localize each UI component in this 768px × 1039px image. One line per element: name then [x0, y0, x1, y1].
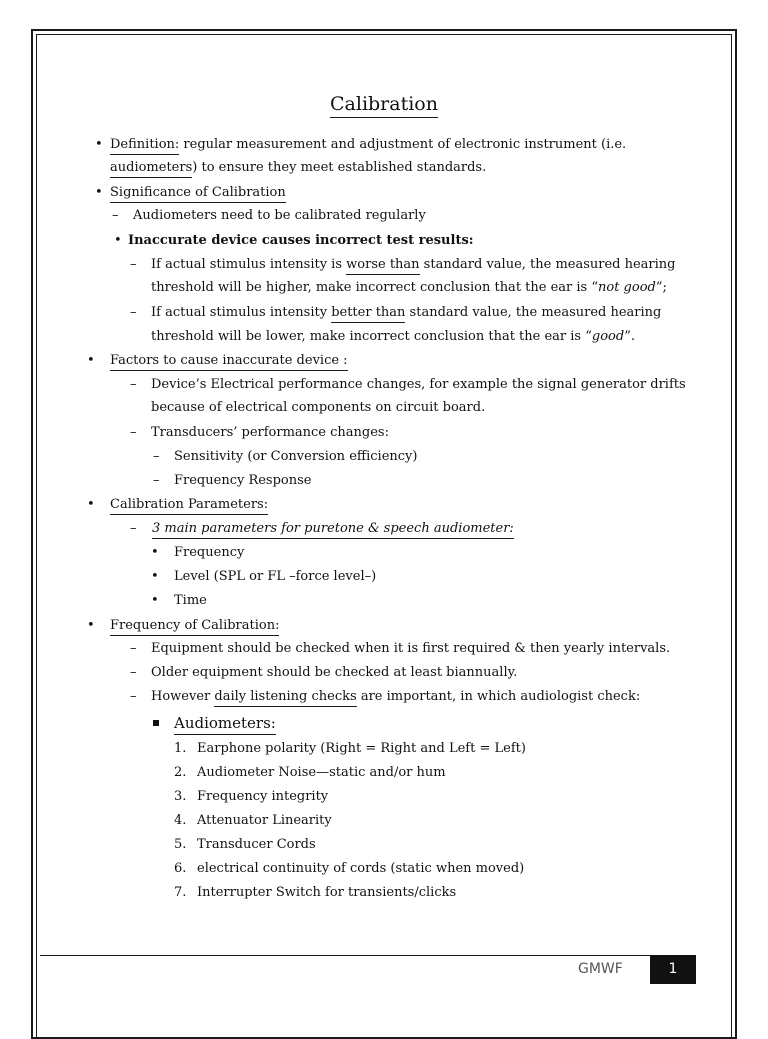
bullet-glyph: • — [151, 593, 159, 608]
frequency-item-3: However daily listening checks are important, in which audiologist check: — [151, 689, 640, 705]
dash-glyph: – — [130, 689, 137, 704]
parameter-item: Time — [174, 593, 207, 608]
better-line-1: If actual stimulus intensity better than standard value, the measured hearing — [151, 305, 661, 321]
check-number: 3. — [174, 789, 187, 804]
significance-bullet-glyph: • — [95, 185, 103, 200]
audiometers-heading: Audiometers: — [174, 714, 276, 732]
dash-glyph: – — [130, 641, 137, 656]
better-line-2: threshold will be lower, make incorrect conclusion that the ear is “good”. — [151, 329, 635, 344]
factors-sub-item: Sensitivity (or Conversion efficiency) — [174, 449, 418, 464]
check-item: Transducer Cords — [197, 837, 316, 852]
check-number: 5. — [174, 837, 187, 852]
factors-item-2: Transducers’ performance changes: — [151, 425, 389, 440]
definition-line-2: audiometers) to ensure they meet established standards. — [110, 160, 486, 176]
dash-glyph: – — [130, 521, 137, 536]
factors-sub-item: Frequency Response — [174, 473, 312, 488]
check-item: Audiometer Noise—static and/or hum — [197, 765, 446, 780]
parameter-item: Level (SPL or FL –force level–) — [174, 569, 377, 584]
worse-line-2: threshold will be higher, make incorrect conclusion that the ear is “not good”; — [151, 280, 667, 295]
significance-heading: Significance of Calibration — [110, 185, 286, 201]
check-item: Earphone polarity (Right = Right and Left = Left) — [197, 741, 526, 756]
check-item: Attenuator Linearity — [197, 813, 332, 828]
check-number: 2. — [174, 765, 187, 780]
frequency-heading: Frequency of Calibration: — [110, 618, 279, 634]
check-number: 1. — [174, 741, 187, 756]
check-item: Interrupter Switch for transients/clicks — [197, 885, 457, 900]
significance-sub-1: Audiometers need to be calibrated regularly — [133, 208, 426, 223]
factors-item-1-line-1: Device’s Electrical performance changes, for example the signal generator drifts — [151, 377, 686, 392]
check-number: 6. — [174, 861, 187, 876]
dash-glyph: – — [130, 257, 137, 272]
parameters-bullet-glyph: • — [87, 497, 95, 512]
page-number: 1 — [650, 955, 696, 984]
dash-glyph: – — [153, 449, 160, 464]
footer-org-name: GMWF — [578, 961, 623, 977]
frequency-item-1: Equipment should be checked when it is first required & then yearly intervals. — [151, 641, 671, 656]
parameters-heading: Calibration Parameters: — [110, 497, 268, 513]
check-item: electrical continuity of cords (static when moved) — [197, 861, 525, 876]
parameters-sub-heading: 3 main parameters for puretone & speech audiometer: — [152, 521, 514, 537]
parameter-item: Frequency — [174, 545, 245, 560]
dash-glyph: – — [130, 377, 137, 392]
worse-line-1: If actual stimulus intensity is worse than standard value, the measured hearing — [151, 257, 676, 273]
check-number: 4. — [174, 813, 187, 828]
inaccurate-bullet-glyph: • — [114, 233, 122, 248]
dash-glyph: – — [153, 473, 160, 488]
frequency-item-2: Older equipment should be checked at least biannually. — [151, 665, 518, 680]
square-bullet-icon — [153, 715, 159, 731]
factors-bullet-glyph: • — [87, 353, 95, 368]
footer-rule — [40, 955, 696, 956]
definition-bullet-glyph: • — [95, 137, 103, 152]
dash-glyph: – — [130, 665, 137, 680]
definition-term: Definition: — [110, 137, 179, 155]
definition-line-1: Definition: regular measurement and adjustment of electronic instrument (i.e. — [110, 137, 626, 153]
page-title: Calibration — [0, 92, 768, 118]
bullet-glyph: • — [151, 569, 159, 584]
dash-glyph: – — [130, 425, 137, 440]
bullet-glyph: • — [151, 545, 159, 560]
check-number: 7. — [174, 885, 187, 900]
frequency-bullet-glyph: • — [87, 618, 95, 633]
dash-glyph: – — [112, 208, 119, 223]
check-item: Frequency integrity — [197, 789, 329, 804]
factors-item-1-line-2: because of electrical components on circuit board. — [151, 400, 486, 415]
dash-glyph: – — [130, 305, 137, 320]
inaccurate-heading: Inaccurate device causes incorrect test results: — [128, 233, 474, 248]
factors-heading: Factors to cause inaccurate device : — [110, 353, 348, 369]
